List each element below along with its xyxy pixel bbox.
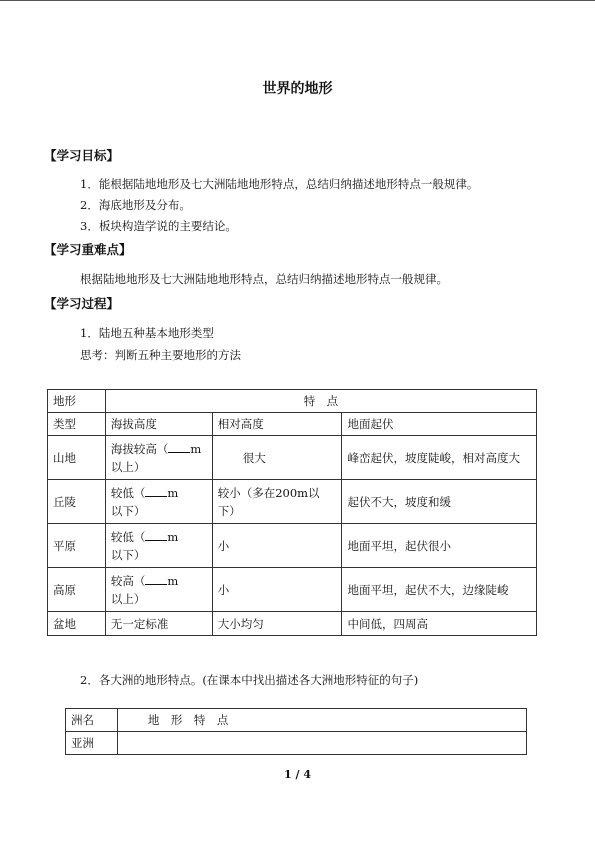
col-altitude: 海拔高度 — [105, 413, 212, 436]
page-title: 世界的地形 — [262, 81, 333, 97]
key-points-heading: 【学习重难点】 — [44, 242, 132, 257]
relative-cell: 较小（多在200m以下） — [212, 480, 342, 524]
key-points-text: 根据陆地地形及七大洲陆地地形特点，总结归纳描述地形特点一般规律。 — [80, 272, 448, 286]
relative-cell: 小 — [212, 568, 342, 612]
continent-features[interactable] — [117, 732, 526, 755]
type-header-2: 类型 — [48, 413, 106, 436]
table-row — [48, 480, 537, 524]
fill-blank[interactable] — [145, 572, 167, 585]
surface-cell: 峰峦起伏，坡度陡峻，相对高度大 — [342, 436, 537, 480]
table-row — [48, 436, 537, 480]
altitude-cell: 较高（ m 以上） — [105, 568, 212, 612]
page-number: 1 / 4 — [284, 768, 311, 781]
table-row — [66, 732, 527, 755]
surface-cell: 中间低，四周高 — [342, 612, 537, 636]
table-row — [48, 612, 537, 636]
fill-blank[interactable] — [145, 528, 167, 541]
landform-name: 丘陵 — [48, 480, 106, 524]
table-row — [48, 568, 537, 612]
surface-cell: 起伏不大，坡度和缓 — [342, 480, 537, 524]
continent-table — [65, 708, 527, 755]
process-item-2: 2．各大洲的地形特点。(在课本中找出描述各大洲地形特征的句子) — [80, 673, 419, 687]
fill-blank[interactable] — [168, 440, 190, 453]
goal-item-3: 3．板块构造学说的主要结论。 — [80, 219, 237, 233]
process-item-1: 1．陆地五种基本地形类型 — [80, 326, 214, 340]
landform-name: 平原 — [48, 524, 106, 568]
fill-blank[interactable] — [145, 484, 167, 497]
landform-table — [47, 389, 537, 636]
process-heading: 【学习过程】 — [44, 296, 120, 311]
landform-name: 高原 — [48, 568, 106, 612]
goals-heading: 【学习目标】 — [44, 148, 120, 163]
process-think: 思考：判断五种主要地形的方法 — [80, 348, 241, 362]
landform-name: 山地 — [48, 436, 106, 480]
goal-item-1: 1．能根据陆地地形及七大洲陆地地形特点，总结归纳描述地形特点一般规律。 — [80, 177, 479, 191]
altitude-cell: 无一定标准 — [105, 612, 212, 636]
surface-cell: 地面平坦，起伏不大，边缘陡峻 — [342, 568, 537, 612]
altitude-cell: 较低（ m 以下） — [105, 480, 212, 524]
col-surface: 地面起伏 — [342, 413, 537, 436]
type-header-1: 地形 — [48, 390, 106, 413]
relative-cell: 小 — [212, 524, 342, 568]
table-row — [48, 524, 537, 568]
relative-cell: 大小均匀 — [212, 612, 342, 636]
surface-cell: 地面平坦，起伏很小 — [342, 524, 537, 568]
col-features: 地 形 特 点 — [117, 709, 526, 732]
col-continent: 洲名 — [66, 709, 118, 732]
altitude-cell: 较低（ m 以下） — [105, 524, 212, 568]
relative-cell: 很大 — [212, 436, 342, 480]
col-relative: 相对高度 — [212, 413, 342, 436]
features-header: 特 点 — [105, 390, 536, 413]
landform-name: 盆地 — [48, 612, 106, 636]
continent-name: 亚洲 — [66, 732, 118, 755]
altitude-cell: 海拔较高（ m 以上） — [105, 436, 212, 480]
header-rule — [0, 0, 595, 1]
goal-item-2: 2．海底地形及分布。 — [80, 198, 191, 212]
